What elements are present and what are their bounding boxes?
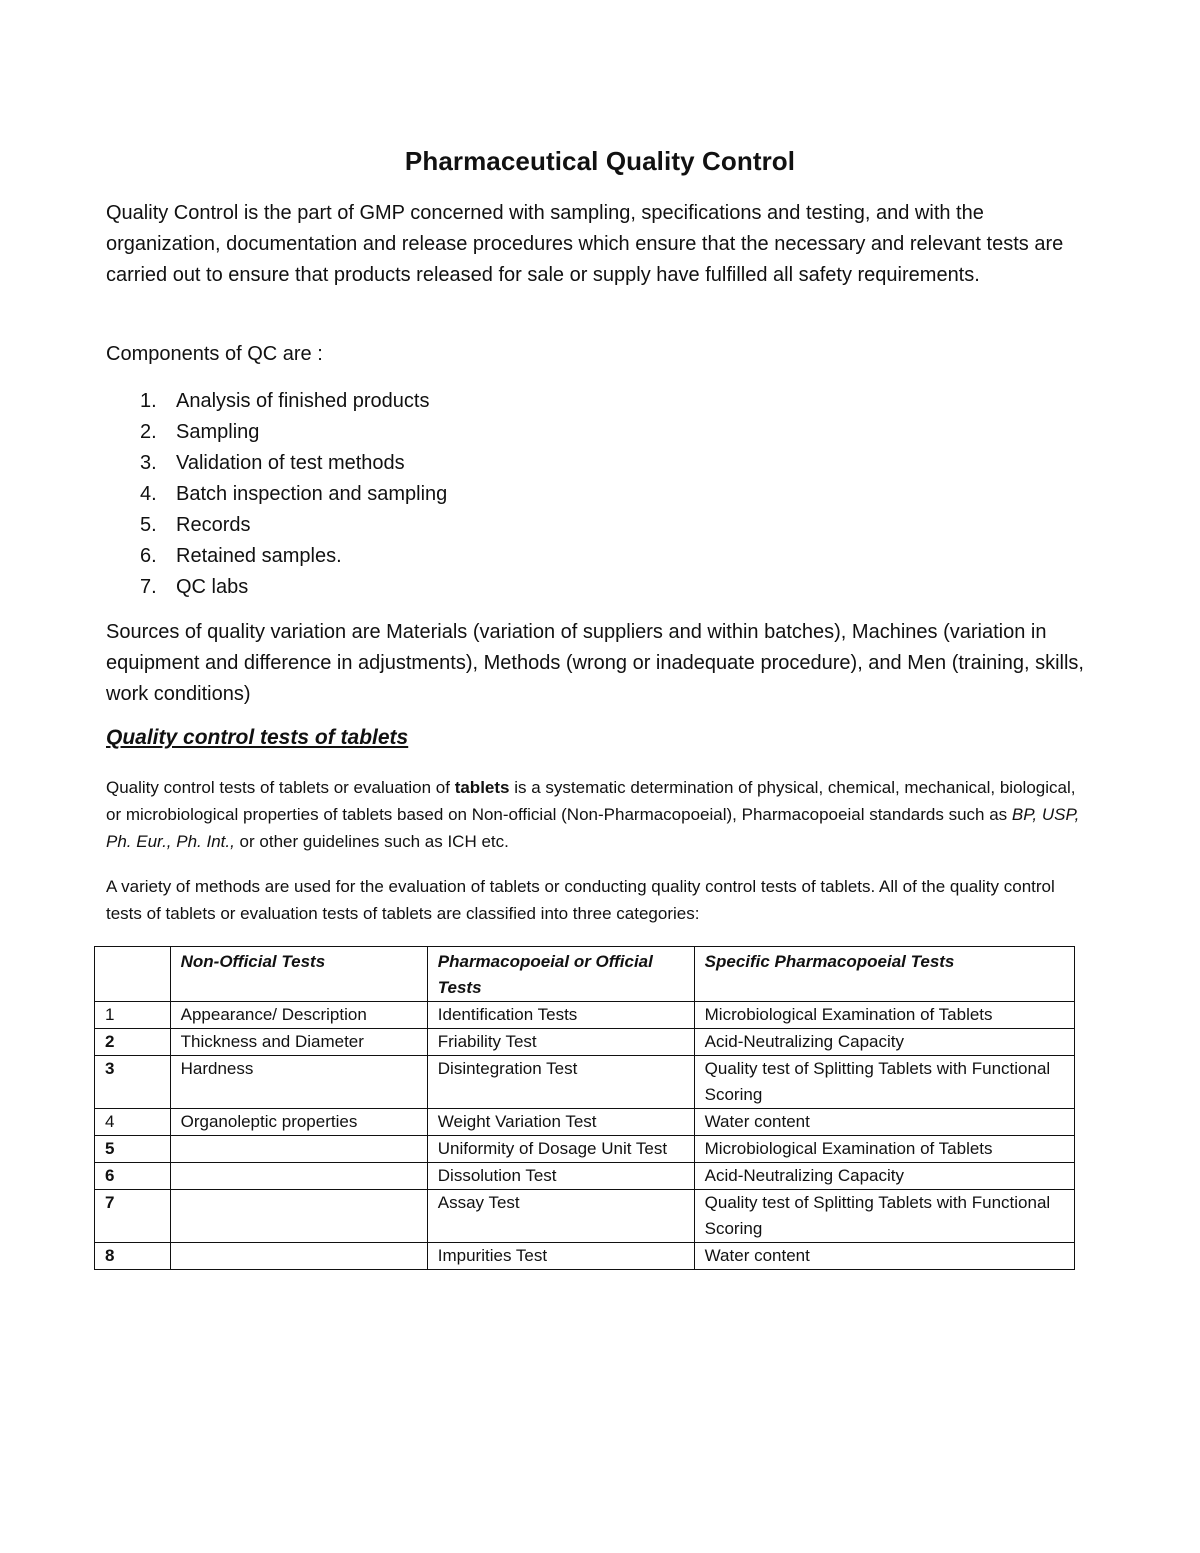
official-cell: Impurities Test	[427, 1243, 694, 1270]
list-number: 1.	[140, 390, 157, 412]
tests-intro-italic: BP, USP, Ph. Eur., Ph. Int.,	[106, 805, 1080, 851]
list-number: 4.	[140, 483, 157, 505]
official-cell: Weight Variation Test	[427, 1109, 694, 1136]
non-official-cell: Appearance/ Description	[170, 1002, 427, 1029]
list-item	[140, 479, 447, 510]
specific-cell: Water content	[694, 1243, 1074, 1270]
list-number: 7.	[140, 576, 157, 598]
list-text: Records	[176, 514, 251, 536]
specific-cell: Acid-Neutralizing Capacity	[694, 1163, 1074, 1190]
row-number: 2	[95, 1029, 171, 1056]
list-item	[140, 510, 447, 541]
table-header-cell: Non-Official Tests	[170, 947, 427, 1002]
table-header-cell: Specific Pharmacopoeial Tests	[694, 947, 1074, 1002]
list-item	[140, 541, 447, 572]
official-cell: Friability Test	[427, 1029, 694, 1056]
list-text: Batch inspection and sampling	[176, 483, 448, 505]
list-text: QC labs	[176, 576, 249, 598]
row-number: 7	[95, 1190, 171, 1243]
specific-cell: Microbiological Examination of Tablets	[694, 1002, 1074, 1029]
table-header-row	[95, 947, 1075, 1002]
table-header-cell: Pharmacopoeial or Official Tests	[427, 947, 694, 1002]
sources-paragraph: Sources of quality variation are Materials (variation of suppliers and within batches), Machines (variation in equipment and difference in adjustments), Methods (wrong or inadequate procedure), and Men (training, skills, work conditions)	[106, 621, 1084, 705]
list-number: 2.	[140, 421, 157, 443]
components-list	[140, 386, 447, 603]
list-text: Sampling	[176, 421, 260, 443]
row-number: 1	[95, 1002, 171, 1029]
non-official-cell	[170, 1243, 427, 1270]
table-row	[95, 1163, 1075, 1190]
list-item	[140, 448, 447, 479]
row-number: 4	[95, 1109, 171, 1136]
table-row	[95, 1190, 1075, 1243]
table-row	[95, 1056, 1075, 1109]
non-official-cell: Hardness	[170, 1056, 427, 1109]
specific-cell: Microbiological Examination of Tablets	[694, 1136, 1074, 1163]
components-label: Components of QC are :	[106, 343, 323, 365]
tests-intro-text: Quality control tests of tablets or evaluation of	[106, 778, 455, 797]
non-official-cell	[170, 1163, 427, 1190]
non-official-cell	[170, 1136, 427, 1163]
table-row	[95, 1109, 1075, 1136]
non-official-cell: Organoleptic properties	[170, 1109, 427, 1136]
official-cell: Uniformity of Dosage Unit Test	[427, 1136, 694, 1163]
page-title: Pharmaceutical Quality Control	[404, 146, 796, 176]
tests-table	[94, 946, 1075, 1270]
row-number: 3	[95, 1056, 171, 1109]
list-text: Validation of test methods	[176, 452, 405, 474]
non-official-cell	[170, 1190, 427, 1243]
specific-cell: Acid-Neutralizing Capacity	[694, 1029, 1074, 1056]
specific-cell: Quality test of Splitting Tablets with Functional Scoring	[694, 1190, 1074, 1243]
row-number: 5	[95, 1136, 171, 1163]
row-number: 6	[95, 1163, 171, 1190]
intro-paragraph: Quality Control is the part of GMP concerned with sampling, specifications and testing, and with the organization, documentation and release procedures which ensure that the necessary and relevant tests are carried out to ensure that products released for sale or supply have fulfilled all safety requirements.	[106, 202, 1064, 286]
official-cell: Disintegration Test	[427, 1056, 694, 1109]
list-number: 5.	[140, 514, 157, 536]
list-item	[140, 417, 447, 448]
non-official-cell: Thickness and Diameter	[170, 1029, 427, 1056]
table-header-cell	[95, 947, 171, 1002]
list-number: 3.	[140, 452, 157, 474]
section-heading: Quality control tests of tablets	[106, 726, 409, 749]
specific-cell: Quality test of Splitting Tablets with Functional Scoring	[694, 1056, 1074, 1109]
tests-intro-paragraph	[106, 774, 1086, 855]
table-row	[95, 1029, 1075, 1056]
tests-intro-bold: tablets	[454, 778, 510, 797]
list-number: 6.	[140, 545, 157, 567]
official-cell: Assay Test	[427, 1190, 694, 1243]
tests-intro-text: is a systematic determination of physical, chemical, mechanical, biological, or microbiological properties of tablets based on Non-official (Non-Pharmacopoeial), Pharmacopoeial standards such as	[106, 778, 1076, 824]
list-text: Retained samples.	[176, 545, 342, 567]
list-item	[140, 572, 447, 603]
list-text: Analysis of finished products	[176, 390, 430, 412]
list-item	[140, 386, 447, 417]
tests-intro-text: or other guidelines such as ICH etc.	[234, 832, 509, 851]
tests-variety-paragraph: A variety of methods are used for the evaluation of tablets or conducting quality control tests of tablets. All of the quality control tests of tablets or evaluation tests of tablets are classified into three categories:	[106, 877, 1055, 923]
table-row	[95, 1243, 1075, 1270]
table-row	[95, 1002, 1075, 1029]
row-number: 8	[95, 1243, 171, 1270]
specific-cell: Water content	[694, 1109, 1074, 1136]
official-cell: Dissolution Test	[427, 1163, 694, 1190]
table-row	[95, 1136, 1075, 1163]
official-cell: Identification Tests	[427, 1002, 694, 1029]
